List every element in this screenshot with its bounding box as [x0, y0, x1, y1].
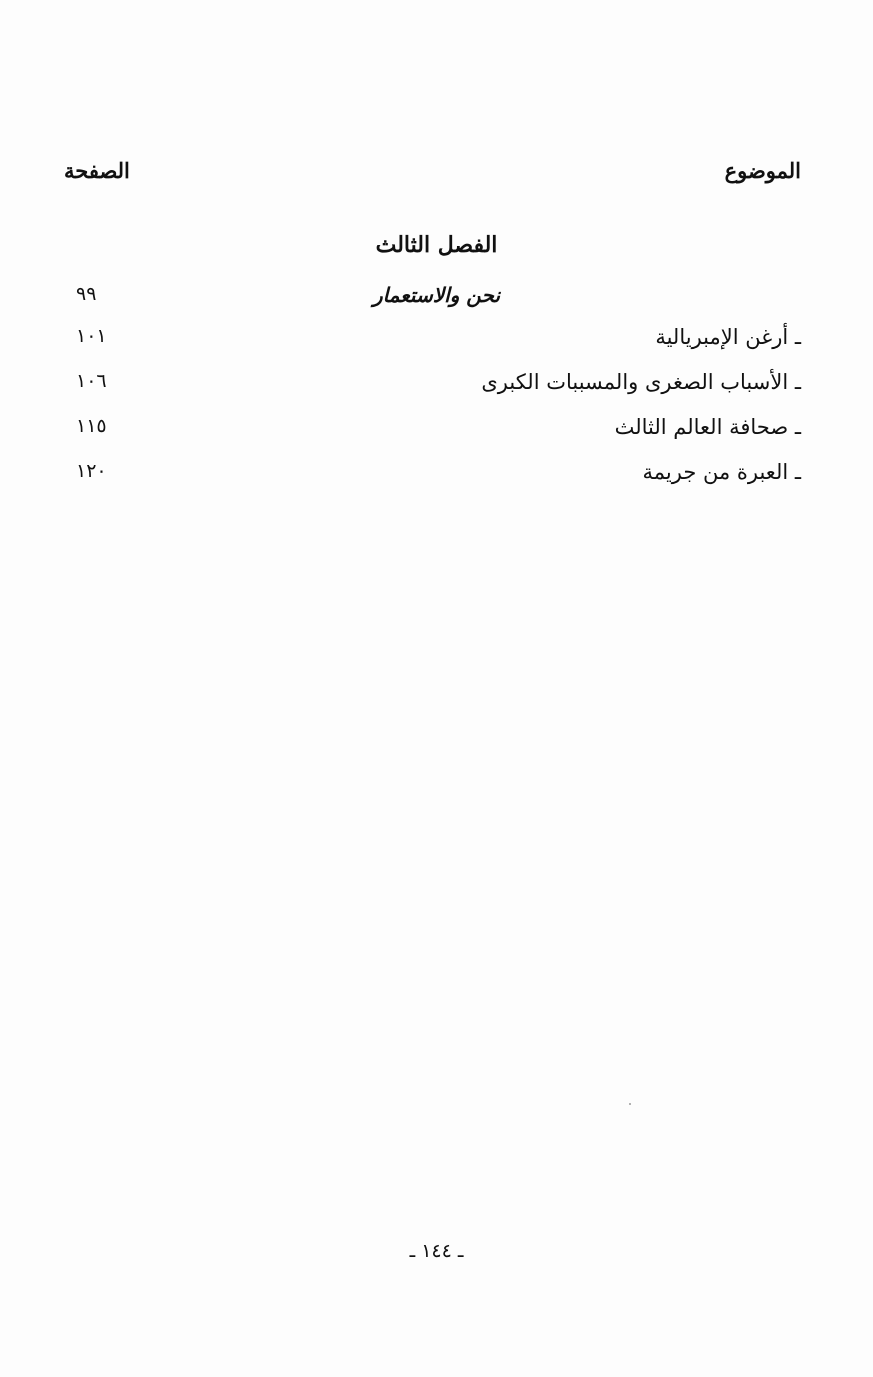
- page-number: ـ ١٤٤ ـ: [409, 1240, 464, 1262]
- toc-entry: [0, 460, 873, 494]
- section-page-number: ٩٩: [76, 283, 97, 305]
- toc-entry-title: ـ الأسباب الصغرى والمسببات الكبرى: [481, 370, 801, 394]
- toc-entry-page: ١٠٦: [76, 370, 107, 392]
- toc-entry-page: ١٠١: [76, 325, 107, 347]
- page-column-label: الصفحة: [64, 158, 130, 183]
- toc-entry: [0, 325, 873, 359]
- toc-entry-page: ١٢٠: [76, 460, 107, 482]
- toc-entry-title: ـ العبرة من جريمة: [642, 460, 801, 484]
- toc-entry-page: ١١٥: [76, 415, 107, 437]
- paper-speck: [629, 1103, 631, 1105]
- section-title: نحن والاستعمار: [372, 283, 501, 307]
- toc-entry-title: ـ أرغن الإمبريالية: [655, 325, 801, 349]
- toc-header: [60, 158, 801, 198]
- topic-column-label: الموضوع: [724, 158, 801, 183]
- toc-entry: [0, 370, 873, 404]
- chapter-title: الفصل الثالث: [375, 232, 498, 258]
- toc-entry-title: ـ صحافة العالم الثالث: [614, 415, 801, 439]
- section-row: [0, 283, 873, 317]
- toc-entry: [0, 415, 873, 449]
